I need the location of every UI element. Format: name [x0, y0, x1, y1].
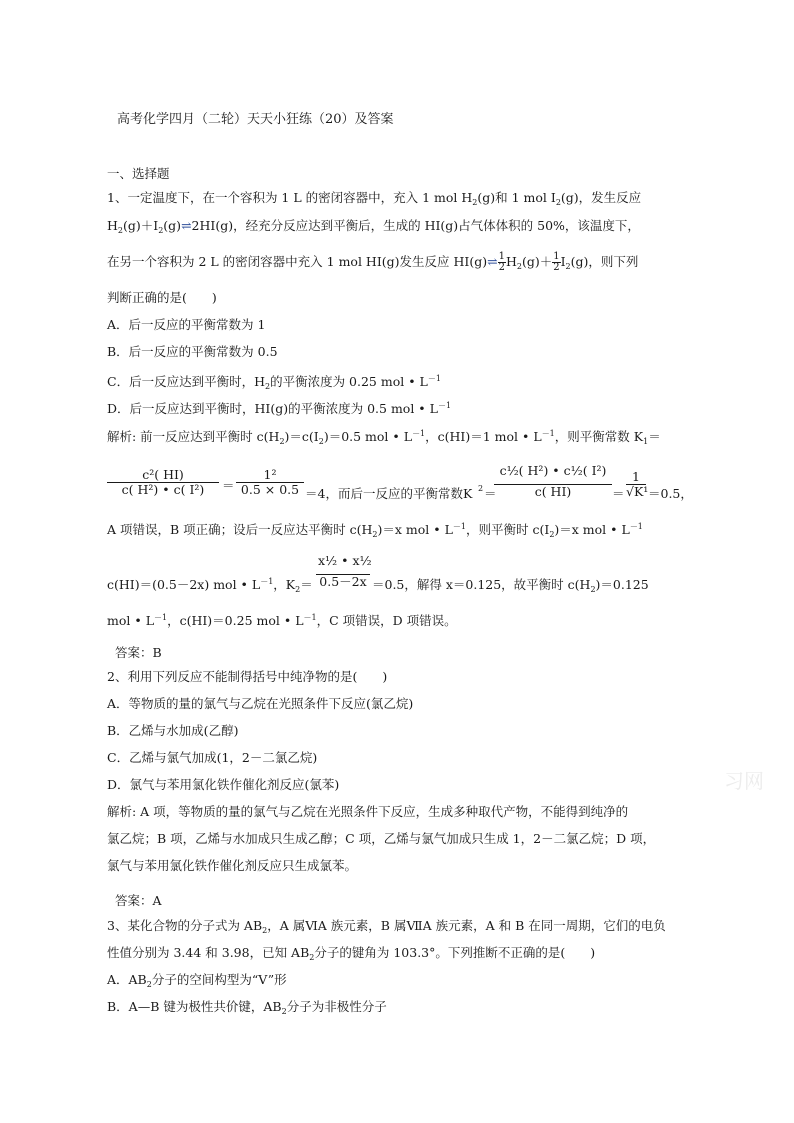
q2-option-a: A．等物质的量的氯气与乙烷在光照条件下反应(氯乙烷)	[107, 696, 414, 711]
q1-solution-line4: c(HI)＝(0.5－2x) mol • $L^{-1}$，$K_2=$	[107, 577, 313, 594]
section-heading: 一、选择题	[107, 166, 170, 181]
q2-solution-line3: 氯气与苯用氯化铁作催化剂反应只生成氯苯。	[107, 858, 358, 873]
q1-solution-line1: 解析: 前一反应达到平衡时 $c(H_2)=c(I_2)=0.5$ mol • $L^{-1}$，c(HI)＝1 mol • $L^{-1}$，则平衡常数 $K_1=$	[107, 429, 661, 446]
q1-stem-line1: 1、一定温度下，在一个容积为 1 L 的密闭容器中，充入 1 mol $H_2(g)$和 1 mol $I_2(g)$，发生反应	[107, 190, 642, 207]
q3-option-b: B．A—B 键为极性共价键，$AB_2$分子为非极性分子	[107, 999, 387, 1016]
q1-formula-k2-solve: $\frac{\text{x½ • x½}}{0.5-2x}$	[316, 548, 370, 589]
watermark: 习网	[724, 769, 764, 793]
q1-solution-line5: mol • $L^{-1}$，c(HI)＝0.25 mol • $L^{-1}$，C 项错误，D 项错误。	[107, 613, 457, 628]
q2-solution-line1: 解析: A 项，等物质的量的氯气与乙烷在光照条件下反应，生成多种取代产物，不能得到纯净的	[107, 804, 629, 819]
q1-stem-line2: $H_2(g)+I_2(g)\rightleftharpoons 2HI(g)$，经充分反应达到平衡后，生成的 HI(g)占气体体积的 50%，该温度下，	[107, 218, 640, 235]
q2-option-c: C．乙烯与氯气加成(1，2－二氯乙烷)	[107, 750, 318, 765]
q1-formula-k1: $\frac{\text{c²( HI)}}{\text{c( H²) • c( I²)}}$	[107, 468, 219, 497]
q1-stem-line3: 在另一个容积为 2 L 的密闭容器中充入 1 mol HI(g)发生反应 HI(g)⇌ $\frac{1}{2}$ $H_2(g)+$ $\frac{1}{2}$ $I_2(g)$，则下列	[107, 251, 639, 273]
q1-formula-k2: $\frac{\text{c½( H²) • c½( I²)}}{c( HI)}$	[494, 458, 612, 499]
q3-stem-line2: 性值分别为 3.44 和 3.98，已知 $AB_2$分子的键角为 103.3°。下列推断不正确的是( )	[107, 945, 596, 962]
q1-option-a: A．后一反应的平衡常数为 1	[107, 317, 266, 332]
q2-stem: 2、利用下列反应不能制得括号中纯净物的是( )	[107, 669, 388, 684]
q1-formula-calc: $\frac{\text{1²}}{0.5 \times 0.5}$	[236, 468, 304, 497]
q1-option-c: C．后一反应达到平衡时，$H_2$的平衡浓度为 0.25 mol • $L^{-1}$	[107, 374, 441, 391]
q1-answer: 答案：B	[115, 645, 162, 660]
q1-stem-line4: 判断正确的是( )	[107, 290, 217, 305]
q3-stem-line1: 3、某化合物的分子式为 $AB_2$，A 属ⅥA 族元素，B 属ⅦA 族元素，A 和 B 在同一周期，它们的电负	[107, 918, 666, 935]
q1-option-d: D．后一反应达到平衡时，HI(g)的平衡浓度为 0.5 mol • $L^{-1}$	[107, 401, 452, 416]
q1-option-b: B．后一反应的平衡常数为 0.5	[107, 344, 278, 359]
document-page: 高考化学四月（二轮）天天小狂练（20）及答案 一、选择题 1、一定温度下，在一个容积为 1 L 的密闭容器中，充入 1 mol $H_2(g)$和 1 mol $I_2(g)$，发生反应 $H_2(g)+I_2(g)\rightleftharpoons 2HI(g)$，经充分反应达到平衡后，生成的 HI(g)占气体体积的 50%，该温度下， 在另一个容积为 2 L 的密闭容器中充入 1 mol HI(g)发生反应 HI(g)⇌ $\frac{1}{2}$ $H_2(g)+$ $\frac{1}{2}$ $I_2(g)$，则下列 判断正确的是( ) A．后一反应的平衡常数为 1 B．后一反应的平衡常数为 0.5 C．后一反应达到平衡时，$H_2$的平衡浓度为 0.25 mol • $L^{-1}$ D．后一反应达到平衡时，HI(g)的平衡浓度为 0.5 mol • $L^{-1}$ 解析: 前一反应达到平衡时 $c(H_2)=c(I_2)=0.5$ mol • $L^{-1}$，c(HI)＝1 mol • $L^{-1}$，则平衡常数 $K_1=$ $\frac{\text{c²( HI)}}{\text{c( H²) • c( I²)}}$ ＝ $\frac{\text{1²}}{0.5 \times 0.5}$ ＝4，而后一反应的平衡常数K 2 ＝ $\frac{\text{c½( H²) • c½( I²)}}{c( HI)}$ ＝ $\frac{1}{\text{√K¹}}$ ＝0.5， A 项错误，B 项正确；设后一反应达平衡时 $c(H_2)=x$ mol • $L^{-1}$，则平衡时 $c(I_2)=x$ mol • $L^{-1}$ c(HI)＝(0.5－2x) mol • $L^{-1}$，$K_2=$ $\frac{\text{x½ • x½}}{0.5-2x}$ ＝0.5，解得 x＝0.125，故平衡时 $c(H_2)=0.125$ mol • $L^{-1}$，c(HI)＝0.25 mol • $L^{-1}$，C 项错误，D 项错误。 答案：B 2、利用下列反应不能制得括号中纯净物的是( ) A．等物质的量的氯气与乙烷在光照条件下反应(氯乙烷) B．乙烯与水加成(乙醇) C．乙烯与氯气加成(1，2－二氯乙烷) D．氯气与苯用氯化铁作催化剂反应(氯苯) 解析: A 项，等物质的量的氯气与乙烷在光照条件下反应，生成多种取代产物，不能得到纯净的 氯乙烷；B 项，乙烯与水加成只生成乙醇；C 项，乙烯与氯气加成只生成 1，2－二氯乙烷；D 项， 氯气与苯用氯化铁作催化剂反应只生成氯苯。 答案：A 3、某化合物的分子式为 $AB_2$，A 属ⅥA 族元素，B 属ⅦA 族元素，A 和 B 在同一周期，它们的电负 性值分别为 3.44 和 3.98，已知 $AB_2$分子的键角为 103.3°。下列推断不正确的是( ) A．$AB_2$分子的空间构型为“V”形 B．A—B 键为极性共价键，$AB_2$分子为非极性分子 习网	[0, 0, 794, 1123]
q3-option-a: A．$AB_2$分子的空间构型为“V”形	[107, 972, 287, 989]
equilibrium-arrow-icon: ⇌	[181, 218, 192, 233]
q2-answer: 答案：A	[115, 893, 162, 908]
document-title: 高考化学四月（二轮）天天小狂练（20）及答案	[117, 112, 394, 127]
q2-solution-line2: 氯乙烷；B 项，乙烯与水加成只生成乙醇；C 项，乙烯与氯气加成只生成 1，2－二氯乙烷；D 项，	[107, 831, 656, 846]
equilibrium-arrow-icon: ⇌	[487, 254, 498, 269]
q2-option-d: D．氯气与苯用氯化铁作催化剂反应(氯苯)	[107, 777, 340, 792]
q2-option-b: B．乙烯与水加成(乙醇)	[107, 723, 239, 738]
q1-solution-line3: A 项错误，B 项正确；设后一反应达平衡时 $c(H_2)=x$ mol • $L^{-1}$，则平衡时 $c(I_2)=x$ mol • $L^{-1}$	[107, 522, 643, 539]
